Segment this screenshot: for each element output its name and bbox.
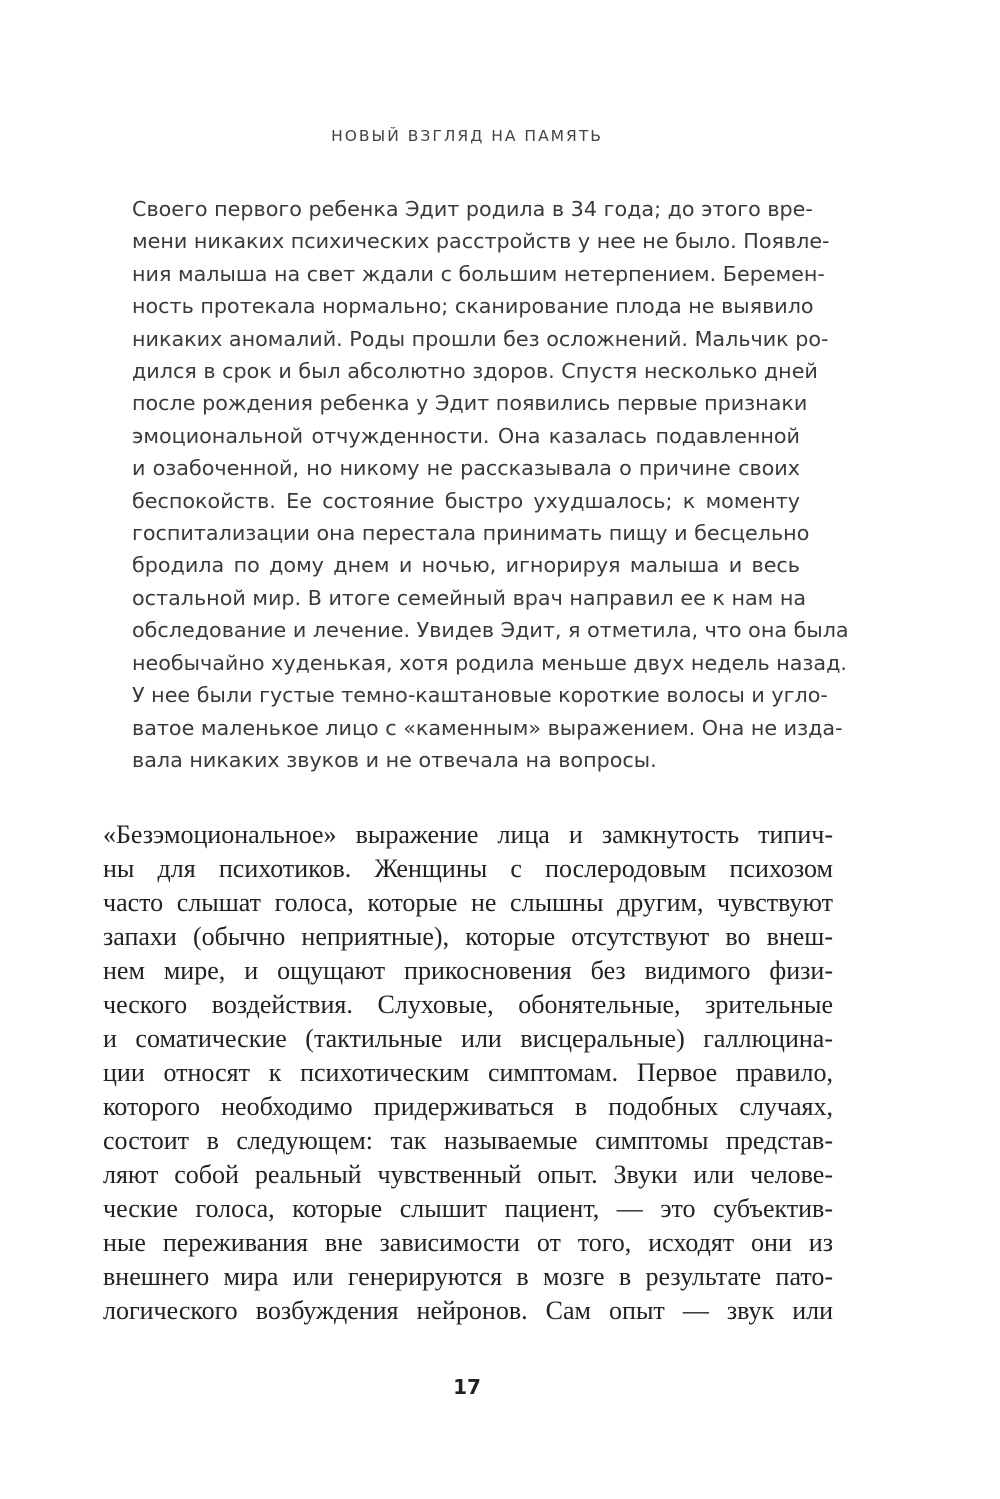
text-line: эмоциональной отчужденности. Она казалась подавленной (132, 423, 800, 448)
text-line: после рождения ребенка у Эдит появились первые признаки (132, 391, 808, 416)
text-line: внешнего мира или генерируются в мозге в результате пато- (103, 1262, 833, 1291)
text-line: мени никаких психических расстройств у нее не было. Появле- (132, 229, 830, 254)
text-line: и соматические (тактильные или висцеральные) галлюцина- (103, 1024, 833, 1053)
text-line: дился в срок и был абсолютно здоров. Спустя несколько дней (132, 359, 818, 384)
text-line: «Безэмоциональное» выражение лица и замкнутость типич- (103, 820, 833, 849)
text-line: обследование и лечение. Увидев Эдит, я отметила, что она была (132, 618, 849, 643)
text-line: бродила по дому днем и ночью, игнорируя малыша и весь (132, 553, 800, 578)
text-line: вала никаких звуков и не отвечала на вопросы. (132, 747, 657, 772)
text-line: ческого воздействия. Слуховые, обонятельные, зрительные (103, 990, 833, 1019)
text-line: ния малыша на свет ждали с большим нетерпением. Беремен- (132, 261, 825, 286)
text-line: остальной мир. В итоге семейный врач направил ее к нам на (132, 585, 807, 610)
text-line: логического возбуждения нейронов. Сам опыт — звук или (103, 1296, 833, 1325)
text-line: которого необходимо придерживаться в подобных случаях, (103, 1092, 833, 1121)
text-line: ны для психотиков. Женщины с послеродовым психозом (103, 854, 833, 883)
text-line: ватое маленькое лицо с «каменным» выражением. Она не изда- (132, 715, 843, 740)
main-paragraph (103, 818, 833, 1328)
text-line: беспокойств. Ее состояние быстро ухудшалось; к моменту (132, 488, 800, 513)
text-line: необычайно худенькая, хотя родила меньше двух недель назад. (132, 650, 847, 675)
text-line: никаких аномалий. Роды прошли без осложнений. Мальчик ро- (132, 326, 829, 351)
text-line: часто слышат голоса, которые не слышны другим, чувствуют (103, 888, 833, 917)
text-line: и озабоченной, но никому не рассказывала о причине своих (132, 456, 800, 481)
text-line: ные переживания вне зависимости от того, исходят они из (103, 1228, 833, 1257)
text-line: ность протекала нормально; сканирование плода не выявило (132, 294, 814, 319)
text-line: состоит в следующем: так называемые симптомы представ- (103, 1126, 833, 1155)
text-line: госпитализации она перестала принимать пищу и бесцельно (132, 521, 810, 546)
page-number: 17 (453, 1375, 481, 1399)
case-description (132, 193, 849, 776)
text-line: Своего первого ребенка Эдит родила в 34 года; до этого вре- (132, 197, 813, 221)
text-line: ляют собой реальный чувственный опыт. Звуки или челове- (103, 1160, 833, 1189)
text-line: ческие голоса, которые слышит пациент, — это субъектив- (103, 1194, 833, 1223)
text-line: запахи (обычно неприятные), которые отсутствуют во внеш- (103, 922, 833, 951)
text-line: ции относят к психотическим симптомам. Первое правило, (103, 1058, 833, 1087)
running-head: НОВЫЙ ВЗГЛЯД НА ПАМЯТЬ (331, 127, 603, 145)
text-line: У нее были густые темно-каштановые короткие волосы и угло- (132, 683, 828, 708)
text-line: нем мире, и ощущают прикосновения без видимого физи- (103, 956, 833, 985)
